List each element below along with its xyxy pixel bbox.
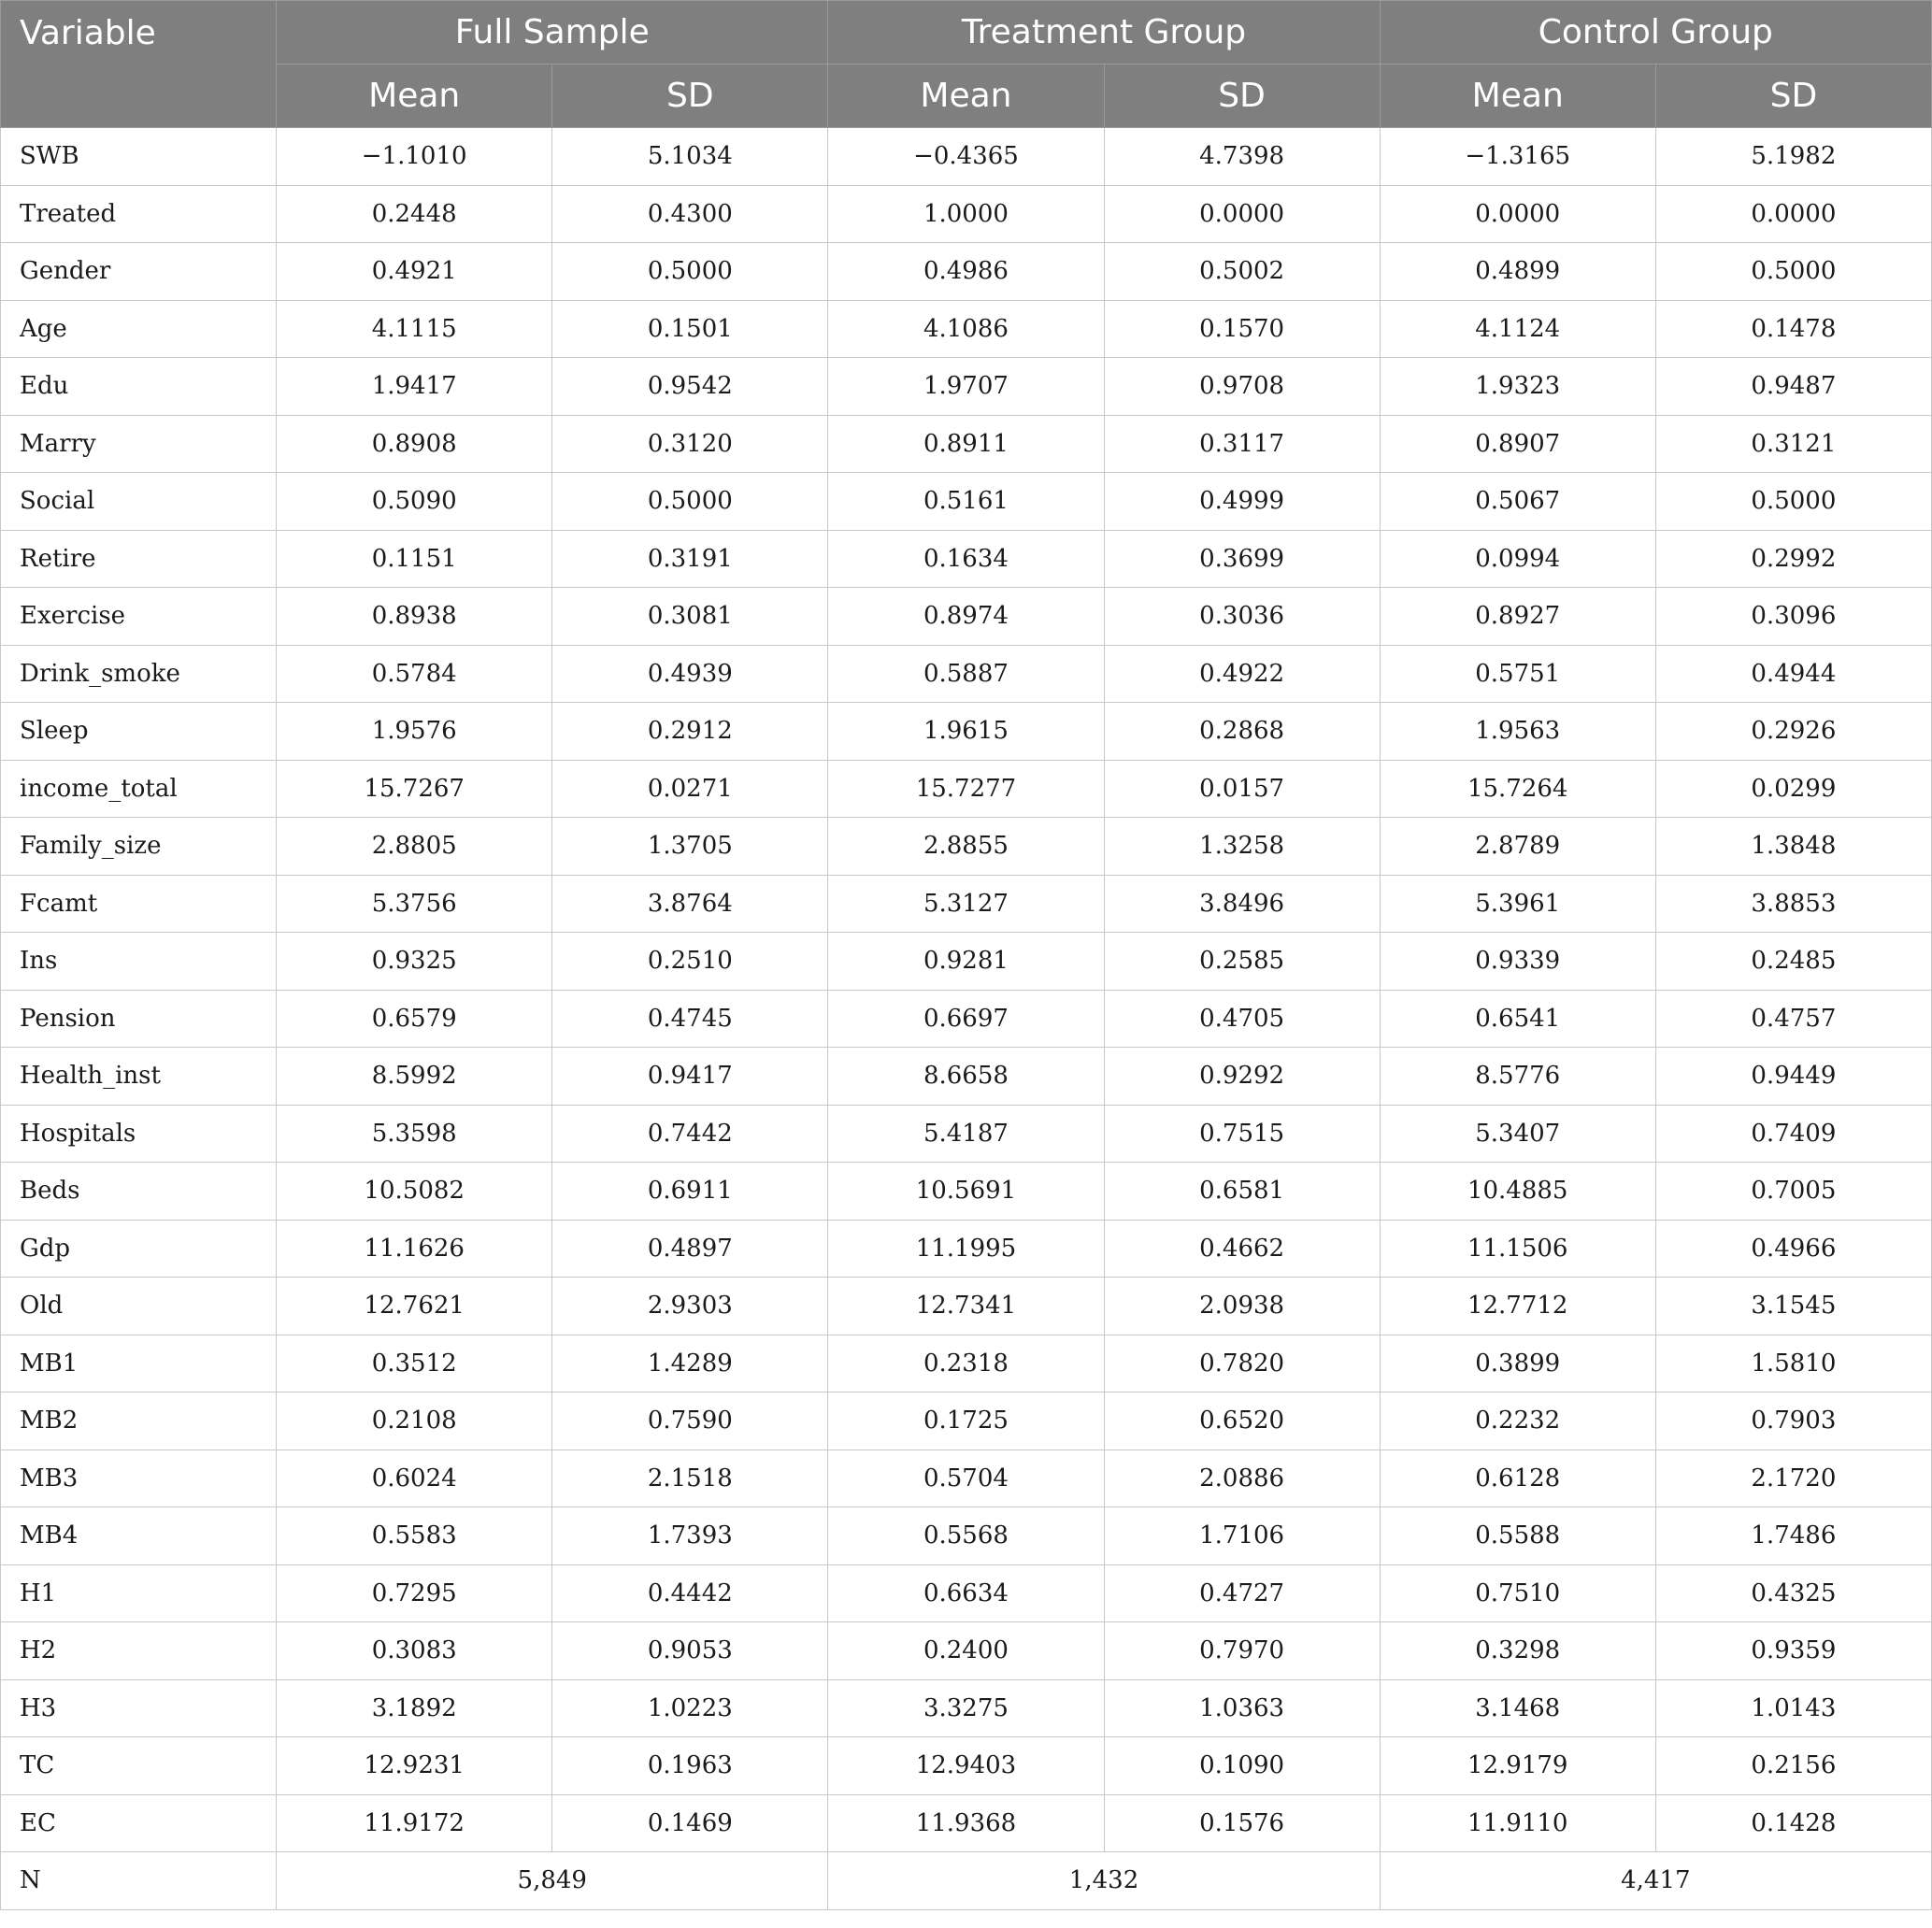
mean-cell: 0.6579 [277,990,552,1048]
mean-cell: 0.5583 [277,1507,552,1565]
sd-header: SD [552,64,828,128]
sd-cell: 0.0000 [1655,185,1931,243]
mean-cell: 5.3961 [1380,875,1655,933]
sd-cell: 0.4745 [552,990,828,1048]
mean-cell: 8.5992 [277,1048,552,1106]
table-row [1,358,1932,416]
mean-cell: 11.1506 [1380,1220,1655,1278]
table-row [1,1564,1932,1622]
mean-cell: 10.5691 [828,1163,1104,1221]
mean-cell: 0.9325 [277,933,552,991]
mean-cell: 1.9615 [828,703,1104,761]
sd-cell: 0.9053 [552,1622,828,1680]
table-row [1,588,1932,646]
sd-cell: 2.0938 [1104,1278,1380,1335]
mean-cell: 5.3598 [277,1105,552,1163]
sd-cell: 0.9417 [552,1048,828,1106]
table-row [1,1794,1932,1852]
group-header-control: Control Group [1380,1,1931,64]
sd-cell: 1.0143 [1655,1679,1931,1737]
sd-cell: 0.7820 [1104,1335,1380,1392]
sd-cell: 0.0157 [1104,760,1380,818]
mean-cell: 12.7621 [277,1278,552,1335]
mean-cell: 0.5588 [1380,1507,1655,1565]
mean-cell: −0.4365 [828,128,1104,186]
mean-cell: 0.0994 [1380,530,1655,588]
variable-name-cell: income_total [1,760,277,818]
table-row [1,1679,1932,1737]
sd-cell: 0.1478 [1655,300,1931,358]
mean-cell: 4.1124 [1380,300,1655,358]
sd-cell: 0.9292 [1104,1048,1380,1106]
mean-cell: 0.5568 [828,1507,1104,1565]
mean-cell: 0.8974 [828,588,1104,646]
mean-cell: 0.8908 [277,415,552,473]
table-row [1,703,1932,761]
sd-cell: 2.1518 [552,1450,828,1507]
sd-cell: 0.4939 [552,645,828,703]
mean-cell: 15.7267 [277,760,552,818]
mean-cell: 4.1086 [828,300,1104,358]
mean-cell: 0.6697 [828,990,1104,1048]
sd-cell: 0.2912 [552,703,828,761]
variable-name-cell: EC [1,1794,277,1852]
mean-cell: 0.1634 [828,530,1104,588]
mean-cell: 0.6128 [1380,1450,1655,1507]
sd-cell: 2.1720 [1655,1450,1931,1507]
mean-cell: 0.5751 [1380,645,1655,703]
mean-cell: 0.6024 [277,1450,552,1507]
mean-cell: 0.4899 [1380,243,1655,301]
mean-cell: 10.4885 [1380,1163,1655,1221]
sd-cell: 0.4325 [1655,1564,1931,1622]
sample-size-cell: 4,417 [1380,1852,1931,1910]
mean-cell: 5.3127 [828,875,1104,933]
table-row [1,1622,1932,1680]
table-row [1,530,1932,588]
mean-cell: 0.7295 [277,1564,552,1622]
sd-cell: 0.7409 [1655,1105,1931,1163]
sd-cell: 0.6911 [552,1163,828,1221]
sd-cell: 0.6520 [1104,1392,1380,1450]
mean-cell: 0.8907 [1380,415,1655,473]
mean-cell: 1.9576 [277,703,552,761]
mean-header: Mean [828,64,1104,128]
sd-cell: 1.3705 [552,818,828,876]
mean-cell: 1.9707 [828,358,1104,416]
variable-name-cell: H1 [1,1564,277,1622]
mean-cell: 2.8789 [1380,818,1655,876]
variable-name-cell: Gender [1,243,277,301]
mean-header: Mean [277,64,552,128]
mean-cell: 0.8911 [828,415,1104,473]
mean-cell: 11.9172 [277,1794,552,1852]
sd-cell: 0.4922 [1104,645,1380,703]
variable-name-cell: Retire [1,530,277,588]
sd-cell: 1.0223 [552,1679,828,1737]
mean-cell: 0.8938 [277,588,552,646]
sd-cell: 0.5000 [1655,243,1931,301]
variable-name-cell: Drink_smoke [1,645,277,703]
table-row [1,243,1932,301]
mean-cell: 8.6658 [828,1048,1104,1106]
sd-cell: 1.3848 [1655,818,1931,876]
mean-cell: 5.3756 [277,875,552,933]
mean-cell: 2.8855 [828,818,1104,876]
mean-cell: 0.4986 [828,243,1104,301]
table-row [1,1220,1932,1278]
mean-cell: 0.5784 [277,645,552,703]
mean-cell: 0.3298 [1380,1622,1655,1680]
sd-cell: 0.2926 [1655,703,1931,761]
table-row [1,933,1932,991]
variable-name-cell: Exercise [1,588,277,646]
mean-cell: 12.7341 [828,1278,1104,1335]
sd-cell: 0.1570 [1104,300,1380,358]
sd-cell: 0.9542 [552,358,828,416]
sd-cell: 0.3121 [1655,415,1931,473]
mean-cell: 4.1115 [277,300,552,358]
table-row [1,128,1932,186]
sd-cell: 0.1501 [552,300,828,358]
variable-name-cell: Social [1,473,277,531]
sd-cell: 0.6581 [1104,1163,1380,1221]
mean-cell: 3.1892 [277,1679,552,1737]
table-row [1,1392,1932,1450]
mean-cell: 0.8927 [1380,588,1655,646]
sd-cell: 0.4944 [1655,645,1931,703]
mean-cell: 0.6634 [828,1564,1104,1622]
mean-cell: 1.9563 [1380,703,1655,761]
table-row [1,1278,1932,1335]
sd-cell: 0.4705 [1104,990,1380,1048]
mean-cell: 0.0000 [1380,185,1655,243]
mean-cell: −1.3165 [1380,128,1655,186]
sd-cell: 1.7486 [1655,1507,1931,1565]
mean-cell: 11.9110 [1380,1794,1655,1852]
mean-cell: 0.6541 [1380,990,1655,1048]
variable-name-cell: Fcamt [1,875,277,933]
variable-name-cell: MB4 [1,1507,277,1565]
variable-name-cell: Beds [1,1163,277,1221]
mean-cell: 1.0000 [828,185,1104,243]
group-header-full-sample: Full Sample [277,1,828,64]
mean-cell: 0.2232 [1380,1392,1655,1450]
sd-cell: 0.0271 [552,760,828,818]
sd-cell: 0.7903 [1655,1392,1931,1450]
mean-cell: 12.9179 [1380,1737,1655,1795]
sd-header: SD [1655,64,1931,128]
sd-cell: 0.3191 [552,530,828,588]
sd-cell: 0.1963 [552,1737,828,1795]
mean-cell: 0.9281 [828,933,1104,991]
sd-cell: 1.5810 [1655,1335,1931,1392]
mean-cell: 0.2108 [277,1392,552,1450]
table-row [1,875,1932,933]
sd-cell: 0.4300 [552,185,828,243]
variable-name-cell: MB3 [1,1450,277,1507]
mean-cell: 0.3899 [1380,1335,1655,1392]
mean-cell: 0.7510 [1380,1564,1655,1622]
mean-cell: 8.5776 [1380,1048,1655,1106]
sd-cell: 0.1428 [1655,1794,1931,1852]
mean-cell: 0.3512 [277,1335,552,1392]
variable-name-cell: Old [1,1278,277,1335]
sd-cell: 0.1090 [1104,1737,1380,1795]
mean-cell: 11.1995 [828,1220,1104,1278]
sd-cell: 3.8853 [1655,875,1931,933]
mean-cell: 0.9339 [1380,933,1655,991]
mean-header: Mean [1380,64,1655,128]
table-header [1,1,1932,128]
sd-cell: 0.4662 [1104,1220,1380,1278]
sd-cell: 0.7970 [1104,1622,1380,1680]
header-row-groups [1,1,1932,64]
variable-name-cell: Hospitals [1,1105,277,1163]
table-row [1,185,1932,243]
table-row [1,415,1932,473]
table-row [1,473,1932,531]
sample-size-cell: 5,849 [277,1852,828,1910]
sd-header: SD [1104,64,1380,128]
mean-cell: 0.5161 [828,473,1104,531]
variable-name-cell: Sleep [1,703,277,761]
sd-cell: 0.9359 [1655,1622,1931,1680]
sd-cell: 0.0000 [1104,185,1380,243]
sd-cell: 0.2510 [552,933,828,991]
sd-cell: 0.3036 [1104,588,1380,646]
sd-cell: 1.7106 [1104,1507,1380,1565]
mean-cell: 0.2448 [277,185,552,243]
sd-cell: 0.3096 [1655,588,1931,646]
sd-cell: 0.9708 [1104,358,1380,416]
variable-name-cell: H3 [1,1679,277,1737]
sd-cell: 0.0299 [1655,760,1931,818]
mean-cell: 0.2400 [828,1622,1104,1680]
mean-cell: 5.3407 [1380,1105,1655,1163]
sd-cell: 3.1545 [1655,1278,1931,1335]
sd-cell: 0.5002 [1104,243,1380,301]
sd-cell: 0.7005 [1655,1163,1931,1221]
sd-cell: 1.3258 [1104,818,1380,876]
mean-cell: 11.1626 [277,1220,552,1278]
sd-cell: 0.3120 [552,415,828,473]
sd-cell: 0.4757 [1655,990,1931,1048]
mean-cell: 0.5704 [828,1450,1104,1507]
mean-cell: 0.5887 [828,645,1104,703]
table-row [1,990,1932,1048]
mean-cell: 12.9231 [277,1737,552,1795]
sd-cell: 5.1982 [1655,128,1931,186]
sample-size-row [1,1852,1932,1910]
sd-cell: 0.1469 [552,1794,828,1852]
sd-cell: 0.9487 [1655,358,1931,416]
mean-cell: 0.5067 [1380,473,1655,531]
mean-cell: 15.7277 [828,760,1104,818]
sd-cell: 0.3081 [552,588,828,646]
variable-name-cell: TC [1,1737,277,1795]
variable-name-cell: Age [1,300,277,358]
variable-name-cell: SWB [1,128,277,186]
sd-cell: 0.4442 [552,1564,828,1622]
mean-cell: 0.3083 [277,1622,552,1680]
sd-cell: 0.7442 [552,1105,828,1163]
variable-name-cell: Edu [1,358,277,416]
sd-cell: 0.3117 [1104,415,1380,473]
table-row [1,1105,1932,1163]
sd-cell: 0.5000 [1655,473,1931,531]
mean-cell: 3.1468 [1380,1679,1655,1737]
mean-cell: 1.9417 [277,358,552,416]
mean-cell: 11.9368 [828,1794,1104,1852]
variable-header: Variable [1,1,277,128]
sample-size-cell: 1,432 [828,1852,1380,1910]
mean-cell: 3.3275 [828,1679,1104,1737]
variable-name-cell: Pension [1,990,277,1048]
table-body [1,128,1932,1910]
table-row [1,818,1932,876]
group-header-treatment: Treatment Group [828,1,1380,64]
variable-name-cell: Ins [1,933,277,991]
table-row [1,1737,1932,1795]
sd-cell: 5.1034 [552,128,828,186]
mean-cell: −1.1010 [277,128,552,186]
mean-cell: 0.4921 [277,243,552,301]
variable-name-cell: Health_inst [1,1048,277,1106]
sd-cell: 1.0363 [1104,1679,1380,1737]
mean-cell: 12.9403 [828,1737,1104,1795]
variable-name-cell: MB2 [1,1392,277,1450]
table-row [1,1163,1932,1221]
mean-cell: 0.1151 [277,530,552,588]
sd-cell: 0.9449 [1655,1048,1931,1106]
variable-name-cell: Treated [1,185,277,243]
sd-cell: 0.2992 [1655,530,1931,588]
variable-name-cell: MB1 [1,1335,277,1392]
mean-cell: 0.1725 [828,1392,1104,1450]
sd-cell: 0.4897 [552,1220,828,1278]
table-row [1,1048,1932,1106]
sd-cell: 0.4966 [1655,1220,1931,1278]
mean-cell: 2.8805 [277,818,552,876]
sd-cell: 2.0886 [1104,1450,1380,1507]
mean-cell: 10.5082 [277,1163,552,1221]
sd-cell: 1.4289 [552,1335,828,1392]
sd-cell: 0.3699 [1104,530,1380,588]
sd-cell: 0.2585 [1104,933,1380,991]
mean-cell: 1.9323 [1380,358,1655,416]
sd-cell: 0.7515 [1104,1105,1380,1163]
sd-cell: 4.7398 [1104,128,1380,186]
sd-cell: 0.2485 [1655,933,1931,991]
table-row [1,760,1932,818]
variable-name-cell: H2 [1,1622,277,1680]
sd-cell: 1.7393 [552,1507,828,1565]
mean-cell: 5.4187 [828,1105,1104,1163]
sd-cell: 0.5000 [552,243,828,301]
sd-cell: 2.9303 [552,1278,828,1335]
sd-cell: 0.2156 [1655,1737,1931,1795]
header-row-stats [1,64,1932,128]
mean-cell: 12.7712 [1380,1278,1655,1335]
table-row [1,1507,1932,1565]
variable-name-cell: Marry [1,415,277,473]
sd-cell: 0.1576 [1104,1794,1380,1852]
sd-cell: 0.4727 [1104,1564,1380,1622]
sd-cell: 3.8496 [1104,875,1380,933]
table-row [1,1335,1932,1392]
variable-name-cell: Gdp [1,1220,277,1278]
table-row [1,1450,1932,1507]
sd-cell: 3.8764 [552,875,828,933]
variable-name-cell: N [1,1852,277,1910]
table-row [1,645,1932,703]
sd-cell: 0.5000 [552,473,828,531]
sd-cell: 0.7590 [552,1392,828,1450]
sd-cell: 0.2868 [1104,703,1380,761]
variable-name-cell: Family_size [1,818,277,876]
mean-cell: 0.2318 [828,1335,1104,1392]
sd-cell: 0.4999 [1104,473,1380,531]
mean-cell: 15.7264 [1380,760,1655,818]
table-row [1,300,1932,358]
mean-cell: 0.5090 [277,473,552,531]
